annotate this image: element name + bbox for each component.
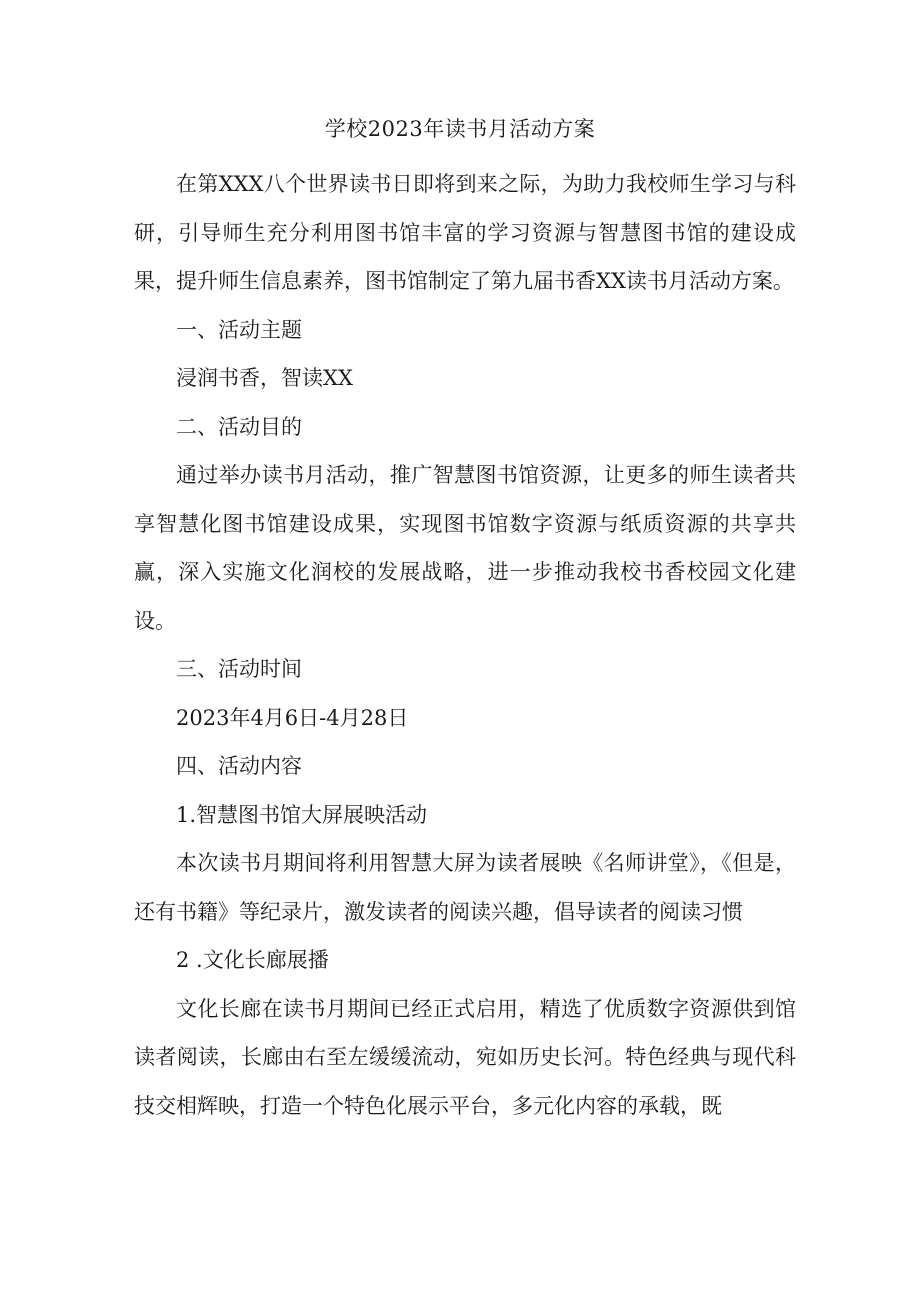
subsection-heading-screen: 1.智慧图书馆大屏展映活动: [176, 802, 428, 827]
corridor-paragraph: 文化长廊在读书月期间已经正式启用，精选了优质数字资源供到馆读者阅读，长廊由右至左缓缓流动，宛如历史长河。特色经典与现代科技交相辉映，打造一个特色化展示平台，多元化内容的承载，既: [134, 996, 796, 1118]
time-text: 2023年4月6日-4月28日: [176, 705, 409, 730]
intro-paragraph: 在第XXX八个世界读书日即将到来之际，为助力我校师生学习与科研，引导师生充分利用图书馆丰富的学习资源与智慧图书馆的建设成果，提升师生信息素养，图书馆制定了第九届书香XX读书月活动方案。: [134, 172, 796, 293]
section-heading-purpose: 二、活动目的: [176, 414, 302, 439]
document-title: 学校2023年读书月活动方案: [324, 117, 596, 141]
section-heading-time: 三、活动时间: [176, 657, 302, 681]
section-heading-content: 四、活动内容: [176, 754, 302, 778]
section-heading-theme: 一、活动主题: [176, 317, 302, 342]
screen-paragraph: 本次读书月期间将利用智慧大屏为读者展映《名师讲堂》，《但是，还有书籍》等纪录片，激发读者的阅读兴趣，倡导读者的阅读习惯: [134, 851, 796, 924]
document-body: [134, 160, 796, 1130]
theme-text: 浸润书香，智读XX: [176, 366, 353, 390]
purpose-paragraph: 通过举办读书月活动，推广智慧图书馆资源，让更多的师生读者共享智慧化图书馆建设成果，实现图书馆数字资源与纸质资源的共享共赢，深入实施文化润校的发展战略，进一步推动我校书香校园文化建设。: [134, 463, 796, 633]
subsection-heading-corridor: 2 .文化长廊展播: [176, 948, 329, 972]
